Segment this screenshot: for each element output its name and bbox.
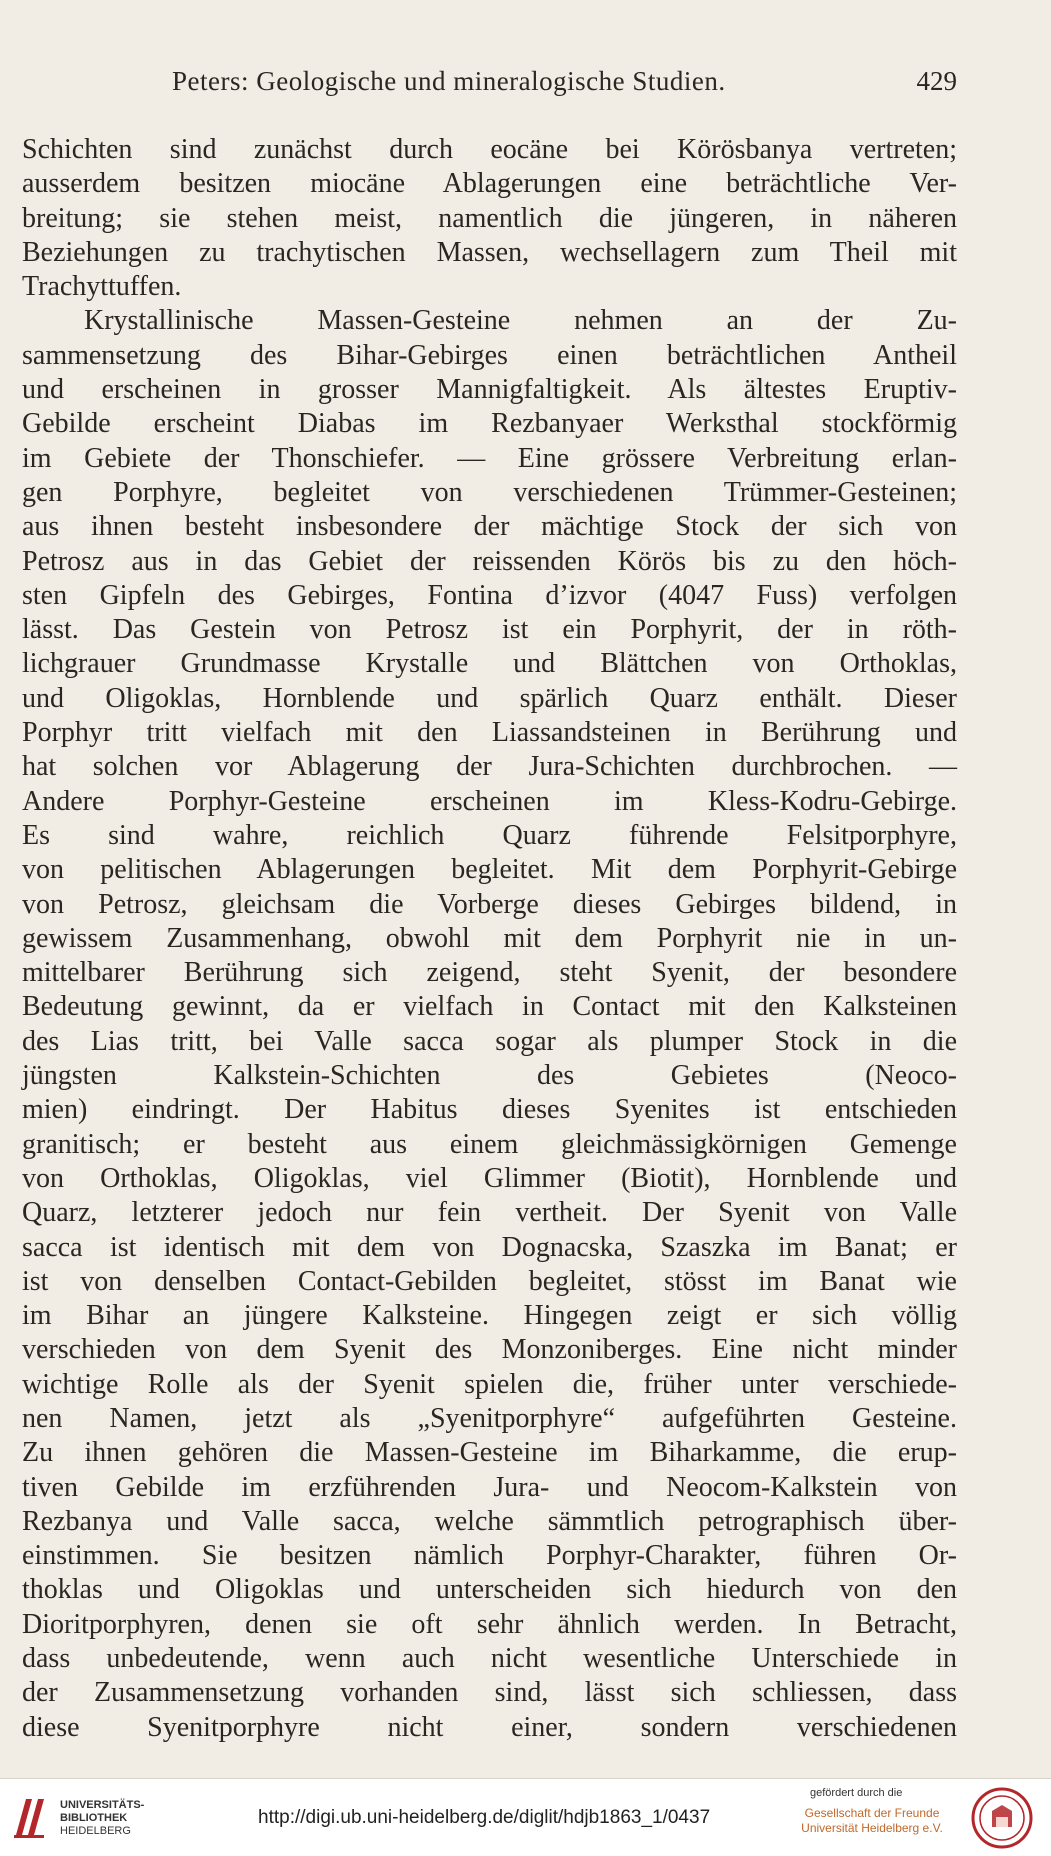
- text-line: nen Namen, jetzt als „Syenitporphyre“ aufgeführten Gesteine.: [22, 1402, 957, 1434]
- text-line: Rezbanya und Valle sacca, welche sämmtlich petrographisch über-: [22, 1505, 957, 1537]
- text-line: und Oligoklas, Hornblende und spärlich Quarz enthält. Dieser: [22, 682, 957, 714]
- text-line: und erscheinen in grosser Mannigfaltigkeit. Als ältestes Eruptiv-: [22, 374, 957, 406]
- library-name-line: BIBLIOTHEK: [60, 1812, 128, 1824]
- sponsor-label: gefördert durch die: [810, 1787, 903, 1799]
- text-line: sacca ist identisch mit dem von Dognacska, Szaszka im Banat; er: [22, 1231, 957, 1263]
- text-line: granitisch; er besteht aus einem gleichmässigkörnigen Gemenge: [22, 1128, 957, 1160]
- footer-bar: [0, 1778, 1051, 1856]
- library-logo-icon: [12, 1791, 46, 1841]
- text-line: ist von denselben Contact-Gebilden begleitet, stösst im Banat wie: [22, 1265, 957, 1297]
- running-title: Peters: Geologische und mineralogische Studien.: [172, 66, 726, 96]
- text-line: Porphyr tritt vielfach mit den Liassandsteinen in Berührung und: [22, 717, 957, 749]
- text-line: von pelitischen Ablagerungen begleitet. Mit dem Porphyrit-Gebirge: [22, 854, 957, 886]
- text-line: von Orthoklas, Oligoklas, viel Glimmer (Biotit), Hornblende und: [22, 1162, 957, 1194]
- text-line: Beziehungen zu trachytischen Massen, wechsellagern zum Theil mit: [22, 236, 957, 268]
- text-line: tiven Gebilde im erzführenden Jura- und Neocom-Kalkstein von: [22, 1471, 957, 1503]
- text-line: gen Porphyre, begleitet von verschiedenen Trümmer-Gesteinen;: [22, 476, 957, 508]
- text-line: im Bihar an jüngere Kalksteine. Hingegen zeigt er sich völlig: [22, 1300, 957, 1332]
- text-line: thoklas und Oligoklas und unterscheiden sich hiedurch von den: [22, 1574, 957, 1606]
- library-name-line: UNIVERSITÄTS-: [60, 1799, 145, 1811]
- text-line: Dioritporphyren, denen sie oft sehr ähnlich werden. In Betracht,: [22, 1608, 957, 1640]
- text-line: sten Gipfeln des Gebirges, Fontina d’izvor (4047 Fuss) verfolgen: [22, 579, 957, 611]
- text-line: Quarz, letzterer jedoch nur fein vertheit. Der Syenit von Valle: [22, 1197, 957, 1229]
- text-line: Andere Porphyr-Gesteine erscheinen im Kless-Kodru-Gebirge.: [22, 785, 957, 817]
- permalink-link[interactable]: http://digi.ub.uni-heidelberg.de/diglit/hdjb1863_1/0437: [258, 1807, 711, 1828]
- text-line: Krystallinische Massen-Gesteine nehmen an der Zu-: [84, 305, 957, 337]
- text-line: lässt. Das Gestein von Petrosz ist ein Porphyrit, der in röth-: [22, 614, 957, 646]
- text-line: sammensetzung des Bihar-Gebirges einen beträchtlichen Antheil: [22, 339, 957, 371]
- text-line: Es sind wahre, reichlich Quarz führende Felsitporphyre,: [22, 819, 957, 851]
- university-seal-icon: [968, 1787, 1036, 1849]
- page-header: [22, 66, 957, 106]
- text-line: gewissem Zusammenhang, obwohl mit dem Porphyrit nie in un-: [22, 922, 957, 954]
- text-line: breitung; sie stehen meist, namentlich die jüngeren, in näheren: [22, 202, 957, 234]
- text-line: Trachyttuffen.: [22, 271, 182, 303]
- text-line: Petrosz aus in das Gebiet der reissenden Körös bis zu den höch-: [22, 545, 957, 577]
- text-line: mien) eindringt. Der Habitus dieses Syenites ist entschieden: [22, 1094, 957, 1126]
- text-line: Bedeutung gewinnt, da er vielfach in Contact mit den Kalksteinen: [22, 991, 957, 1023]
- text-line: wichtige Rolle als der Syenit spielen die, früher unter verschiede-: [22, 1368, 957, 1400]
- text-line: diese Syenitporphyre nicht einer, sondern verschiedenen: [22, 1711, 957, 1743]
- text-line: jüngsten Kalkstein-Schichten des Gebietes (Neoco-: [22, 1060, 957, 1092]
- text-line: im Gebiete der Thonschiefer. — Eine grössere Verbreitung erlan-: [22, 442, 957, 474]
- text-line: verschieden von dem Syenit des Monzoniberges. Eine nicht minder: [22, 1334, 957, 1366]
- text-line: lichgrauer Grundmasse Krystalle und Blättchen von Orthoklas,: [22, 648, 957, 680]
- text-line: ausserdem besitzen miocäne Ablagerungen eine beträchtliche Ver-: [22, 168, 957, 200]
- library-name: [60, 1799, 144, 1838]
- text-line: hat solchen vor Ablagerung der Jura-Schichten durchbrochen. —: [22, 751, 957, 783]
- text-line: Schichten sind zunächst durch eocäne bei Körösbanya vertreten;: [22, 134, 957, 165]
- text-line: Zu ihnen gehören die Massen-Gesteine im Biharkamme, die erup-: [22, 1437, 957, 1469]
- sponsor-name-line: Universität Heidelberg e.V.: [801, 1821, 943, 1835]
- text-line: dass unbedeutende, wenn auch nicht wesentliche Unterschiede in: [22, 1643, 957, 1675]
- text-line: Gebilde erscheint Diabas im Rezbanyaer Werksthal stockförmig: [22, 408, 957, 440]
- body-text: [22, 133, 957, 1745]
- text-line: einstimmen. Sie besitzen nämlich Porphyr-Charakter, führen Or-: [22, 1540, 957, 1572]
- text-line: mittelbarer Berührung sich zeigend, steht Syenit, der besondere: [22, 957, 957, 989]
- text-line: von Petrosz, gleichsam die Vorberge dieses Gebirges bildend, in: [22, 888, 957, 920]
- text-line: des Lias tritt, bei Valle sacca sogar als plumper Stock in die: [22, 1025, 957, 1057]
- text-line: aus ihnen besteht insbesondere der mächtige Stock der sich von: [22, 511, 957, 543]
- library-name-line: HEIDELBERG: [60, 1825, 131, 1837]
- text-line: der Zusammensetzung vorhanden sind, lässt sich schliessen, dass: [22, 1677, 957, 1709]
- page-number: 429: [916, 66, 957, 96]
- sponsor-name: [795, 1806, 949, 1836]
- sponsor-name-line: Gesellschaft der Freunde: [804, 1806, 940, 1820]
